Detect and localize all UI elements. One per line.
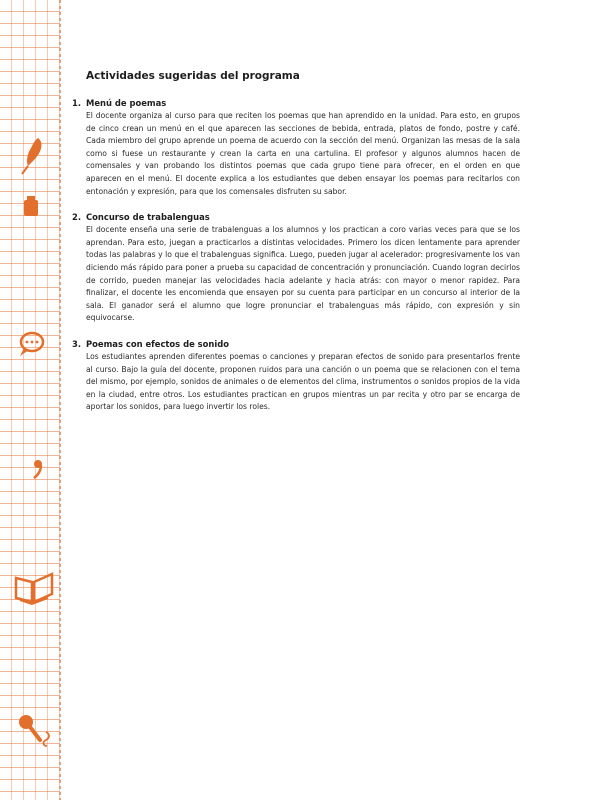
decorative-grid-margin <box>0 0 60 800</box>
activity-description: El docente organiza al curso para que reciten los poemas que han aprendido en la unidad. Para esto, en grupos de cinco crean un menú en el que aparecen las secciones de bebida, entrada, platos de fondo, postre y café. Cada miembro del grupo aprende un poema de acuerdo con la sección del menú. Organizan las mesas de la sala como si fuese un restaurante y crean la carta en una cartulina. El profesor y algunos alumnos hacen de comensales y van probando los distintos poemas que cada grupo tiene para ofrecer, en el orden en que aparecen en el menú. El docente explica a los estudiantes que deben ensayar los poemas para recitarlos con entonación y expresión, para que los comensales disfruten su sabor. <box>86 111 520 196</box>
activity-item <box>72 212 520 325</box>
activity-number: 2. <box>72 212 82 223</box>
activity-description: Los estudiantes aprenden diferentes poemas o canciones y preparan efectos de sonido para presentarlos frente al curso. Bajo la guía del docente, proponen ruidos para una canción o un poema que se relacionen con el tema del mismo, por ejemplo, sonidos de animales o de elementos del clima, instrumentos o sonidos propios de la vida en la ciudad, entre otros. Los estudiantes practican en grupos mientras un par recita y otro par se encarga de aportar los sonidos, para luego invertir los roles. <box>86 351 520 412</box>
activity-heading: Concurso de trabalenguas <box>86 212 210 223</box>
activity-heading: Menú de poemas <box>86 98 167 108</box>
document-content <box>72 70 520 428</box>
feather-pen-icon <box>14 136 48 176</box>
speech-bubble-icon <box>14 330 48 360</box>
microphone-icon <box>16 712 56 748</box>
activity-header <box>72 98 520 108</box>
activity-header <box>72 212 520 222</box>
activity-header <box>72 339 520 349</box>
page-title: Actividades sugeridas del programa <box>86 70 300 82</box>
comma-icon <box>14 456 48 482</box>
activity-number: 3. <box>72 338 82 349</box>
activity-heading: Poemas con efectos de sonido <box>86 338 229 349</box>
open-book-icon <box>12 570 56 606</box>
activity-item <box>72 339 520 414</box>
ink-bottle-icon <box>14 194 48 220</box>
activity-item <box>72 98 520 198</box>
activity-number: 1. <box>72 98 82 108</box>
activity-description: El docente enseña una serie de trabalenguas a los alumnos y los practican a coro varias veces para que se los aprendan. Para esto, juegan a practicarlos a distintas velocidades. Primero los dicen lentamente para aprender todas las palabras y lo que el trabalenguas significa. Luego, pueden jugar al acelerador: progresivamente los van diciendo más rápido para poner a prueba su capacidad de concentración y pronunciación. Cuando logran decirlos de corrido, pueden manejar las velocidades hacia adelante y hacia atrás: con mayor o menor rapidez. Para finalizar, el docente les encomienda que ensayen por su cuenta para participar en un concurso al interior de la sala. El ganador será el alumno que logre pronunciar el trabalenguas más rápido, con expresión y sin equivocarse. <box>86 225 520 323</box>
